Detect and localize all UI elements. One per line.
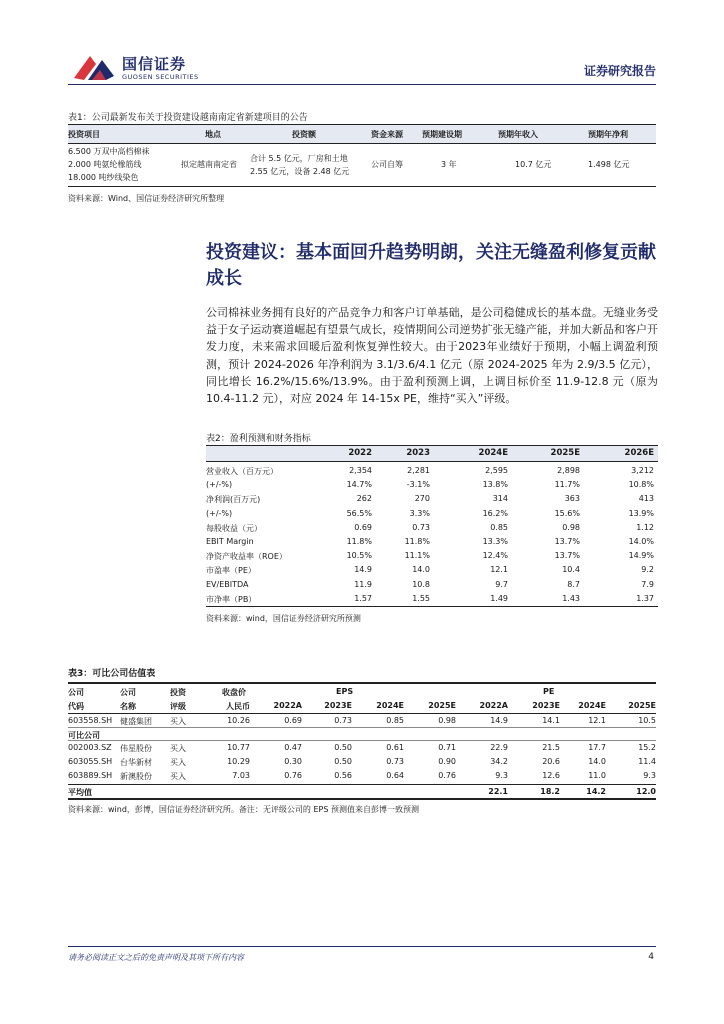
table3-peer-cell: 0.56 [334,771,352,780]
table2-cell: 14.0% [628,537,654,546]
table3-head-rating: 投资 [170,688,186,697]
table3-peer-cell: 买入 [170,772,186,781]
table2-year-header: 2023 [406,448,430,458]
table3-peer-cell: 15.2 [638,743,656,752]
table3-peer-cell: 买入 [170,758,186,767]
table3-peer-cell: 14.0 [588,757,606,766]
table1-header-location: 地点 [205,130,221,139]
table3-peer-cell: 0.76 [284,771,302,780]
table2-cell: 314 [492,494,508,504]
table2-cell: 12.1 [490,565,508,575]
table2-cell: 10.5% [346,551,372,561]
table2-row-label: EBIT Margin [206,537,254,546]
table2-cell: 8.7 [567,579,580,589]
table1-funding: 公司自筹 [371,160,403,169]
logo-chinese-name: 国信证券 [122,55,187,73]
table2-cell: 13.8% [482,480,508,490]
table3-peer-cell: 0.76 [438,771,456,780]
table3-peer-cell: 0.30 [284,757,302,766]
table3-peer-cell: 0.73 [386,757,404,766]
header-divider [68,84,656,85]
investment-recommendation-paragraph: 公司棉袜业务拥有良好的产品竞争力和客户订单基础，是公司稳健成长的基本盘。无缝业务受益于女子运动赛道崛起有望景气成长，疫情期间公司逆势扩张无缝产能，并加大新品和客户开发力度，未来需求回暖后盈利恢复弹性较大。由于2023年业绩好于预期，小幅上调盈利预测，预计 2024-2026 年净利润为 3.1/3.6/4.1 亿元（原 2024-2025 年为 2.9/3.5 亿元），同比增长 16.2%/15.6%/13.9%。由于盈利预测上调，上调目标价至 11.9-12.8 元（原为 10.4-11.2 元），对应 2024 年 14-15x PE，维持“买入”评级。 [206,306,658,406]
table3-subheader-cell: 2025E [628,701,656,710]
table2-cell: 0.85 [490,522,508,532]
table3-head-eps: EPS [336,687,354,696]
table2-cell: 11.9 [354,579,372,589]
table2-cell: 1.43 [562,593,580,603]
table3-subheader-cell: 2023E [532,701,560,710]
table2-cell: 14.0 [412,565,430,575]
table3-main-cell: 健盛集团 [120,717,152,726]
table3-peer-cell: 0.64 [386,771,404,780]
table3-peer-cell: 002003.SZ [68,743,112,752]
table1-header-project: 投资项目 [68,130,100,139]
table1-investment-line: 合计 5.5 亿元，厂房和土地 [250,154,348,163]
table3-peer-cell: 0.50 [334,757,352,766]
table3-main-cell: 0.73 [334,716,352,725]
table2-cell: 1.37 [636,593,654,603]
table3-average-cell: 22.1 [488,787,508,796]
table2-cell: 0.73 [412,522,430,532]
table2-cell: 15.6% [554,508,580,518]
table1-net-profit: 1.498 亿元 [588,160,630,169]
table2-source: 资料来源：wind，国信证券经济研究所预测 [206,614,361,623]
table3-main-cell: 12.1 [588,716,606,725]
table2-cell: 14.9% [628,551,654,561]
table3-peer-cell: 7.03 [232,771,250,780]
table1-project-line: 6.500 万双中高档棉袜 [68,147,150,156]
table2-cell: 9.7 [495,579,508,589]
table2-header-rule [206,461,658,462]
table3-subheader-cell: 2022A [479,701,508,710]
table3-separator [68,740,656,741]
table2-row [206,507,658,522]
report-type-label: 证券研究报告 [583,64,656,78]
table3-peer-cell: 17.7 [588,743,606,752]
table3-peer-cell: 603889.SH [68,771,113,780]
table2-cell: 3.3% [409,508,430,518]
table1-header-funding: 资金来源 [371,130,403,139]
table3-peer-cell: 10.29 [227,757,250,766]
table2-cell: 1.57 [354,593,372,603]
footer-divider [68,946,656,947]
table2-year-header: 2022 [348,448,372,458]
table3-average-cell: 12.0 [636,787,656,796]
table2-cell: 413 [638,494,654,504]
table2-cell: 7.9 [641,579,654,589]
table1-header-background [68,125,656,143]
table3-peer-cell: 买入 [170,744,186,753]
table3-average-label: 平均值 [68,788,92,797]
table3-peer-cell: 21.5 [542,743,560,752]
table3-peer-cell: 10.77 [227,743,250,752]
table2-row [206,578,658,593]
table3-peer-cell: 0.61 [386,743,404,752]
table3-bottom-rule [68,798,656,800]
table1-revenue: 10.7 亿元 [515,160,552,169]
table2-cell: 2,898 [557,466,580,475]
table3-main-cell: 0.69 [284,716,302,725]
table3-title: 表3：可比公司估值表 [68,669,156,679]
table3-main-cell: 603558.SH [68,716,113,725]
table3-main-cell: 14.9 [490,716,508,725]
page-number: 4 [648,952,654,962]
table3-peer-cell: 12.6 [542,771,560,780]
table2-cell: 13.7% [554,537,580,546]
table2-cell: 363 [564,494,580,504]
table3-subheader-cell: 2024E [376,701,404,710]
table3-top-rule [68,682,656,684]
table3-peer-cell: 新澳股份 [120,772,152,781]
table2-row-label: EV/EBITDA [206,579,249,589]
table3-subheader-cell: 评级 [170,702,186,711]
table3-peer-cell: 11.0 [588,771,606,780]
table2-cell: 3,212 [631,466,654,475]
table1-location: 拟定越南南定省 [181,160,237,169]
table2-cell: 14.9 [354,565,372,575]
table2-cell: 10.8% [628,480,654,490]
table2-row [206,478,658,493]
table3-peer-cell: 0.50 [334,743,352,752]
table3-average-cell: 18.2 [540,787,560,796]
table2-cell: 13.3% [482,537,508,546]
table2-header-background [206,446,658,461]
table2-title: 表2：盈利预测和财务指标 [206,434,311,444]
table3-main-cell: 10.5 [638,716,656,725]
table2-cell: 0.69 [354,522,372,532]
table3-peer-cell: 0.47 [284,743,302,752]
table1-source: 资料来源：Wind、国信证券经济研究所整理 [68,194,225,203]
table2-row [206,521,658,536]
table3-subheader-cell: 名称 [120,702,136,711]
table3-peer-cell: 22.9 [490,743,508,752]
table2-row [206,563,658,578]
table1-period: 3 年 [441,160,457,169]
table2-cell: 11.7% [554,480,580,490]
table3-main-cell: 0.98 [438,716,456,725]
table2-row-label: 净资产收益率（ROE） [206,552,287,562]
table3-source: 资料来源：wind，彭博，国信证券经济研究所。备注：无评级公司的 EPS 预测值来自彭博一致预测 [68,805,419,814]
table3-subheader-cell: 2024E [578,701,606,710]
table3-peer-cell: 9.3 [495,771,508,780]
table2-cell: 11.8% [346,537,372,546]
table3-separator [68,727,656,728]
table2-cell: 1.49 [490,593,508,603]
table2-row-label: (+/-%) [206,508,233,518]
table3-peer-cell: 台华新材 [120,758,152,767]
table3-peer-cell: 20.6 [542,757,560,766]
table2-cell: 10.4 [562,565,580,575]
table3-peer-cell: 34.2 [490,757,508,766]
guosen-logo-mark-icon [70,50,118,84]
table2-row [206,592,658,607]
table3-main-cell: 0.85 [386,716,404,725]
table3-main-cell: 买入 [170,717,186,726]
table3-subheader-cell: 2025E [428,701,456,710]
table2-year-header: 2024E [478,448,508,458]
table2-cell: 270 [414,494,430,504]
table3-main-cell: 14.1 [542,716,560,725]
table2-cell: 56.5% [346,508,372,518]
table1-header-period: 预期建设期 [422,130,462,139]
table2-row-label: 净利润(百万元) [206,495,261,505]
table2-row [206,535,658,550]
table2-cell: 262 [356,494,372,504]
table2-cell: 2,281 [407,466,430,475]
table3-header-rule [68,713,656,714]
table1-header-investment: 投资额 [292,130,316,139]
table3-peer-cell: 伟星股份 [120,744,152,753]
table2-row-label: (+/-%) [206,480,233,490]
table2-row-label: 每股收益（元） [206,523,262,533]
table2-cell: 12.4% [482,551,508,561]
table2-row-label: 营业收入（百万元） [206,467,278,476]
table3-head-company-name: 公司 [120,688,136,697]
table2-cell: 10.8 [412,579,430,589]
table3-peer-cell: 603055.SH [68,757,113,766]
table2-cell: 13.7% [554,551,580,561]
table1-investment-line: 2.55 亿元，设备 2.48 亿元 [250,167,350,176]
table1-header-revenue: 预期年收入 [498,130,538,139]
table3-head-company-code: 公司 [68,688,84,697]
table2-cell: 1.55 [412,593,430,603]
section-heading: 投资建议：基本面回升趋势明朗，关注无缝盈利修复贡献成长 [206,242,656,289]
table2-cell: 1.12 [636,522,654,532]
table3-subheader-cell: 2022A [273,701,302,710]
logo-english-name: GUOSEN SECURITIES [122,73,199,81]
table2-year-header: 2025E [550,448,580,458]
table2-bottom-rule [206,606,658,607]
table1-title: 表1：公司最新发布关于投资建设越南南定省新建项目的公告 [68,113,308,123]
table3-peer-label: 可比公司 [68,731,100,740]
table2-cell: 11.8% [404,537,430,546]
table2-year-header: 2026E [624,448,654,458]
table2-row-label: 市盈率（PE） [206,566,256,576]
table3-peer-cell: 11.4 [638,757,656,766]
table2-row [206,464,658,479]
table3-separator [68,784,656,785]
table3-subheader-cell: 2023E [324,701,352,710]
table1-project-line: 18.000 吨纱线染色 [68,173,139,182]
table2-cell: 11.1% [404,551,430,561]
table3-head-close: 收盘价 [222,688,246,697]
footer-disclaimer-note: 请务必阅读正文之后的免责声明及其项下所有内容 [68,953,244,962]
table3-peer-cell: 0.71 [438,743,456,752]
table3-peer-cell: 9.3 [643,771,656,780]
table2-row [206,492,658,507]
table3-peer-cell: 0.90 [438,757,456,766]
table1-bottom-rule [68,186,656,187]
table3-subheader-cell: 人民币 [226,702,250,711]
table2-cell: 13.9% [628,508,654,518]
table2-cell: 2,595 [485,466,508,475]
table1-header-net-profit: 预期年净利 [588,130,628,139]
guosen-logo [70,50,200,84]
table2-cell: 16.2% [482,508,508,518]
table2-row [206,549,658,564]
table2-cell: 14.7% [346,480,372,490]
table3-average-cell: 14.2 [586,787,606,796]
table3-subheader-cell: 代码 [68,702,84,711]
table2-cell: 0.98 [562,522,580,532]
table2-cell: -3.1% [406,480,430,490]
table2-cell: 2,354 [349,466,372,475]
table3-main-cell: 10.26 [227,716,250,725]
table1-header-rule [68,143,656,144]
table1-project-line: 2.000 吨氨纶橡筋线 [68,160,142,169]
table3-head-pe: PE [543,687,555,696]
table2-row-label: 市净率（PB） [206,594,257,604]
table2-cell: 9.2 [641,565,654,575]
